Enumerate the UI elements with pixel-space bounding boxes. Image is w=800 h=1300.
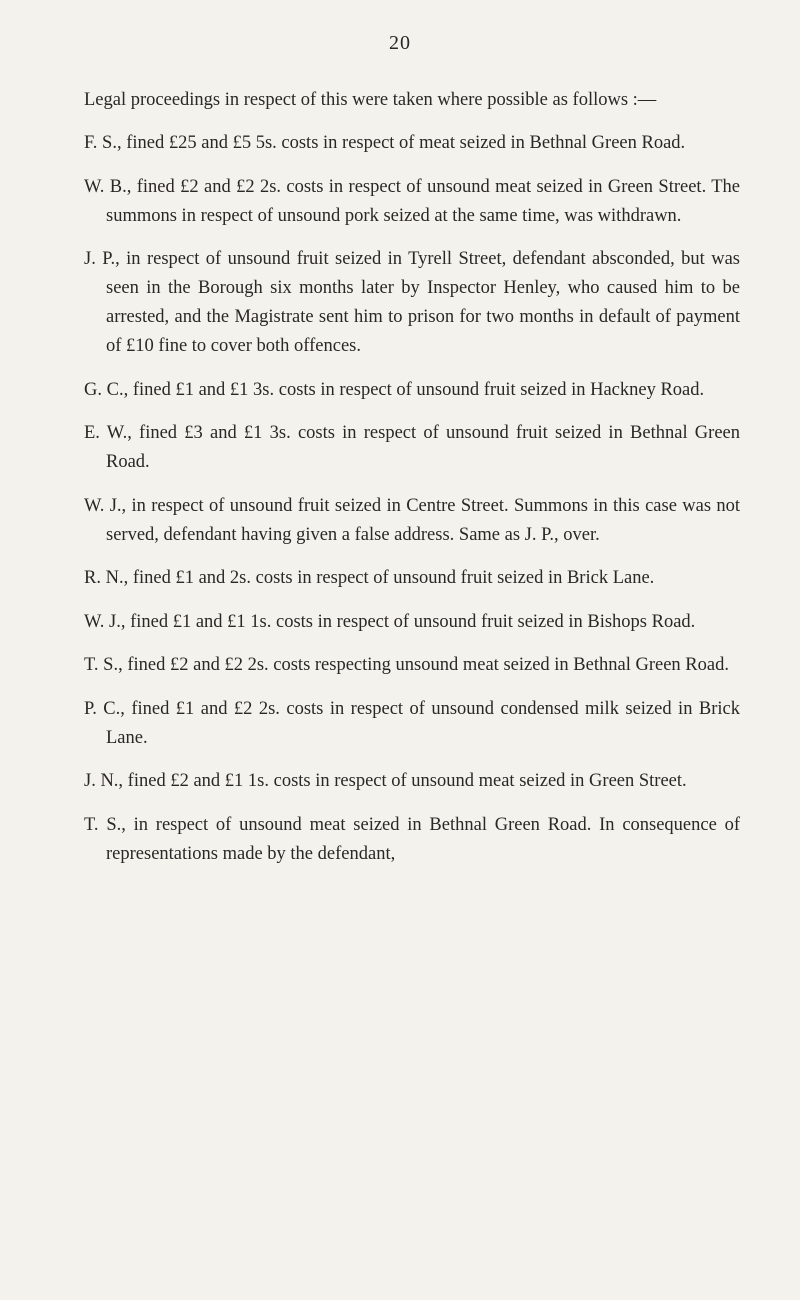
proceeding-entry-wj-bishops-road: W. J., fined £1 and £1 1s. costs in respect of unsound fruit seized in Bishops Road. xyxy=(84,611,696,632)
proceeding-entry-jn-green-street: J. N., fined £2 and £1 1s. costs in respect of unsound meat seized in Green Street. xyxy=(84,771,687,791)
proceeding-entry-pc-brick-lane: P. C., fined £1 and £2 2s. costs in respect of unsound condensed milk seized in Brick Lane. xyxy=(84,698,740,748)
proceeding-entry-ew-bethnal-green: E. W., fined £3 and £1 3s. costs in respect of unsound fruit seized in Bethnal Green Road. xyxy=(84,423,740,472)
proceeding-entry-ts-bethnal-green: T. S., fined £2 and £2 2s. costs respecting unsound meat seized in Bethnal Green Road. xyxy=(84,655,729,675)
proceeding-entry-jp-tyrell-street: J. P., in respect of unsound fruit seized in Tyrell Street, defendant absconded, but was seen in the Borough six months later by Inspector Henley, who caused him to be arrested, and the Magistrate sent him to prison for two months in default of payment of £10 fine to cover both offences. xyxy=(84,249,740,356)
proceeding-entry-wb-green-street: W. B., fined £2 and £2 2s. costs in respect of unsound meat seized in Green Street. The summons in respect of unsound pork seized at the same time, was withdrawn. xyxy=(84,176,740,226)
page-body xyxy=(84,86,740,869)
page-number: 20 xyxy=(389,32,411,54)
proceeding-entry-fs-bethnal-green: F. S., fined £25 and £5 5s. costs in respect of meat seized in Bethnal Green Road. xyxy=(84,133,686,153)
proceeding-entry-gc-hackney-road: G. C., fined £1 and £1 3s. costs in respect of unsound fruit seized in Hackney Road. xyxy=(84,379,705,400)
proceeding-entry-ts-bethnal-green-continued: T. S., in respect of unsound meat seized in Bethnal Green Road. In consequence of representations made by the defendant, xyxy=(84,814,740,864)
intro-paragraph: Legal proceedings in respect of this were taken where possible as follows :— xyxy=(84,90,657,110)
proceeding-entry-rn-brick-lane: R. N., fined £1 and 2s. costs in respect of unsound fruit seized in Brick Lane. xyxy=(84,568,655,588)
proceeding-entry-wj-centre-street: W. J., in respect of unsound fruit seized in Centre Street. Summons in this case was not served, defendant having given a false address. Same as J. P., over. xyxy=(84,495,740,545)
